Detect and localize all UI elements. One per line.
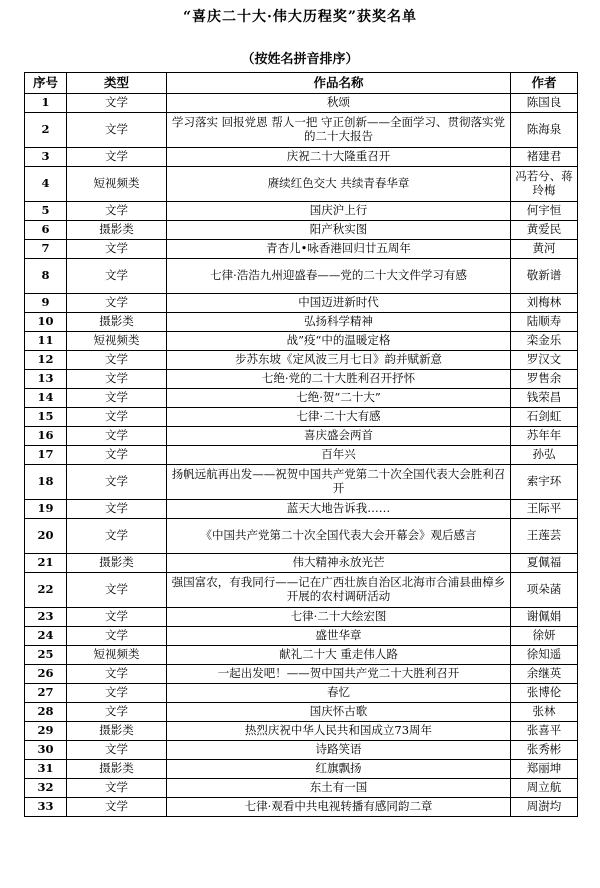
cell-author: 孙弘 [511, 446, 578, 465]
cell-type: 文学 [67, 519, 167, 554]
cell-number: 2 [25, 113, 67, 148]
table-row [25, 646, 578, 665]
cell-work-title: 战”疫“中的温暖定格 [167, 332, 511, 351]
cell-type: 文学 [67, 446, 167, 465]
cell-author: 敬新谱 [511, 259, 578, 294]
table-row [25, 573, 578, 608]
table-row [25, 798, 578, 817]
cell-number: 20 [25, 519, 67, 554]
table-row [25, 608, 578, 627]
cell-author: 徐妍 [511, 627, 578, 646]
table-row [25, 427, 578, 446]
cell-work-title: 东土有一国 [167, 779, 511, 798]
cell-number: 7 [25, 240, 67, 259]
table-row [25, 167, 578, 202]
cell-author: 冯若兮、蒋玲梅 [511, 167, 578, 202]
cell-work-title: 蓝天大地告诉我…… [167, 500, 511, 519]
table-row [25, 703, 578, 722]
cell-number: 24 [25, 627, 67, 646]
cell-number: 14 [25, 389, 67, 408]
cell-work-title: 盛世华章 [167, 627, 511, 646]
header-type: 类型 [67, 73, 167, 94]
table-row [25, 313, 578, 332]
cell-author: 陈海泉 [511, 113, 578, 148]
table-row [25, 408, 578, 427]
cell-work-title: 诗路笑语 [167, 741, 511, 760]
cell-type: 文学 [67, 113, 167, 148]
cell-number: 31 [25, 760, 67, 779]
cell-work-title: 百年兴 [167, 446, 511, 465]
cell-work-title: 红旗飘扬 [167, 760, 511, 779]
cell-work-title: 学习落实 回报党恩 帮人一把 守正创新——全面学习、贯彻落实党的二十大报告 [167, 113, 511, 148]
header-author: 作者 [511, 73, 578, 94]
cell-number: 15 [25, 408, 67, 427]
table-row [25, 113, 578, 148]
cell-number: 33 [25, 798, 67, 817]
cell-number: 6 [25, 221, 67, 240]
cell-author: 陆顺寿 [511, 313, 578, 332]
cell-number: 26 [25, 665, 67, 684]
table-row [25, 389, 578, 408]
cell-type: 文学 [67, 798, 167, 817]
cell-work-title: 热烈庆祝中华人民共和国成立73周年 [167, 722, 511, 741]
cell-author: 苏年年 [511, 427, 578, 446]
table-row [25, 465, 578, 500]
cell-type: 文学 [67, 240, 167, 259]
table-row [25, 554, 578, 573]
cell-type: 文学 [67, 259, 167, 294]
cell-work-title: 伟大精神永放光芒 [167, 554, 511, 573]
cell-author: 黄爱民 [511, 221, 578, 240]
cell-type: 文学 [67, 684, 167, 703]
table-row [25, 500, 578, 519]
cell-number: 28 [25, 703, 67, 722]
table-row [25, 684, 578, 703]
cell-work-title: 庆祝二十大隆重召开 [167, 148, 511, 167]
cell-type: 文学 [67, 370, 167, 389]
cell-type: 摄影类 [67, 313, 167, 332]
cell-type: 短视频类 [67, 646, 167, 665]
cell-number: 9 [25, 294, 67, 313]
cell-author: 褚建君 [511, 148, 578, 167]
cell-work-title: 春忆 [167, 684, 511, 703]
cell-number: 11 [25, 332, 67, 351]
cell-author: 张林 [511, 703, 578, 722]
cell-work-title: 七绝·党的二十大胜利召开抒怀 [167, 370, 511, 389]
cell-type: 文学 [67, 741, 167, 760]
cell-author: 黄河 [511, 240, 578, 259]
cell-type: 文学 [67, 573, 167, 608]
cell-author: 罗售余 [511, 370, 578, 389]
cell-number: 22 [25, 573, 67, 608]
table-row [25, 665, 578, 684]
cell-work-title: 七律·二十大绘宏图 [167, 608, 511, 627]
table-row [25, 94, 578, 113]
document-subtitle: （按姓名拼音排序） [241, 52, 359, 67]
cell-number: 1 [25, 94, 67, 113]
cell-work-title: 七律·浩浩九州迎盛春——党的二十大文件学习有感 [167, 259, 511, 294]
cell-number: 4 [25, 167, 67, 202]
cell-type: 文学 [67, 627, 167, 646]
header-number: 序号 [25, 73, 67, 94]
cell-type: 文学 [67, 294, 167, 313]
cell-author: 郑丽坤 [511, 760, 578, 779]
cell-work-title: 扬帆远航再出发——祝贺中国共产党第二十次全国代表大会胜利召开 [167, 465, 511, 500]
award-table [24, 72, 578, 817]
cell-work-title: 弘扬科学精神 [167, 313, 511, 332]
table-row [25, 202, 578, 221]
table-body [25, 94, 578, 817]
cell-author: 徐知遥 [511, 646, 578, 665]
table-row [25, 779, 578, 798]
cell-author: 张秀彬 [511, 741, 578, 760]
table-row [25, 519, 578, 554]
cell-author: 周澍均 [511, 798, 578, 817]
table-row [25, 741, 578, 760]
cell-number: 5 [25, 202, 67, 221]
cell-author: 钱荣昌 [511, 389, 578, 408]
header-work-title: 作品名称 [167, 73, 511, 94]
cell-work-title: 赓续红色交大 共续青春华章 [167, 167, 511, 202]
cell-work-title: 青杏儿•咏香港回归廿五周年 [167, 240, 511, 259]
table-row [25, 259, 578, 294]
cell-type: 摄影类 [67, 554, 167, 573]
cell-work-title: 喜庆盛会两首 [167, 427, 511, 446]
cell-author: 王际平 [511, 500, 578, 519]
cell-type: 文学 [67, 94, 167, 113]
cell-author: 项朵菡 [511, 573, 578, 608]
cell-author: 张博伦 [511, 684, 578, 703]
table-row [25, 240, 578, 259]
cell-number: 13 [25, 370, 67, 389]
cell-number: 18 [25, 465, 67, 500]
cell-work-title: 一起出发吧！——贺中国共产党二十大胜利召开 [167, 665, 511, 684]
cell-number: 17 [25, 446, 67, 465]
cell-author: 栾金乐 [511, 332, 578, 351]
cell-type: 文学 [67, 465, 167, 500]
cell-number: 3 [25, 148, 67, 167]
cell-work-title: 强国富农，有我同行——记在广西壮族自治区北海市合浦县曲樟乡开展的农村调研活动 [167, 573, 511, 608]
cell-work-title: 中国迈进新时代 [167, 294, 511, 313]
cell-type: 文学 [67, 500, 167, 519]
cell-number: 23 [25, 608, 67, 627]
cell-number: 29 [25, 722, 67, 741]
cell-number: 32 [25, 779, 67, 798]
cell-author: 何宇恒 [511, 202, 578, 221]
cell-work-title: 秋颂 [167, 94, 511, 113]
cell-author: 石剑虹 [511, 408, 578, 427]
cell-author: 余继英 [511, 665, 578, 684]
cell-type: 文学 [67, 779, 167, 798]
cell-author: 张喜平 [511, 722, 578, 741]
cell-type: 文学 [67, 202, 167, 221]
cell-number: 12 [25, 351, 67, 370]
cell-work-title: 阳产秋实图 [167, 221, 511, 240]
cell-number: 19 [25, 500, 67, 519]
cell-type: 文学 [67, 703, 167, 722]
cell-type: 文学 [67, 427, 167, 446]
table-row [25, 722, 578, 741]
table-row [25, 760, 578, 779]
cell-author: 陈国良 [511, 94, 578, 113]
table-row [25, 294, 578, 313]
cell-type: 文学 [67, 389, 167, 408]
table-row [25, 370, 578, 389]
table-row [25, 351, 578, 370]
cell-author: 周立航 [511, 779, 578, 798]
cell-type: 文学 [67, 408, 167, 427]
cell-author: 王莲芸 [511, 519, 578, 554]
cell-work-title: 七律·观看中共电视转播有感同韵二章 [167, 798, 511, 817]
cell-author: 索宇环 [511, 465, 578, 500]
cell-work-title: 国庆沪上行 [167, 202, 511, 221]
table-row [25, 221, 578, 240]
cell-type: 摄影类 [67, 760, 167, 779]
cell-author: 罗汉文 [511, 351, 578, 370]
cell-number: 10 [25, 313, 67, 332]
cell-number: 21 [25, 554, 67, 573]
cell-type: 文学 [67, 148, 167, 167]
cell-work-title: 步苏东坡《定风波三月七日》韵并赋新意 [167, 351, 511, 370]
cell-number: 30 [25, 741, 67, 760]
cell-type: 短视频类 [67, 167, 167, 202]
cell-work-title: 《中国共产党第二十次全国代表大会开幕会》观后感言 [167, 519, 511, 554]
cell-number: 27 [25, 684, 67, 703]
cell-author: 夏佩福 [511, 554, 578, 573]
cell-type: 文学 [67, 351, 167, 370]
cell-number: 25 [25, 646, 67, 665]
document-title: “喜庆二十大·伟大历程奖”获奖名单 [183, 9, 417, 25]
cell-number: 16 [25, 427, 67, 446]
table-row [25, 446, 578, 465]
cell-work-title: 献礼二十大 重走伟人路 [167, 646, 511, 665]
table-row [25, 148, 578, 167]
cell-type: 文学 [67, 665, 167, 684]
table-row [25, 627, 578, 646]
cell-type: 摄影类 [67, 722, 167, 741]
cell-number: 8 [25, 259, 67, 294]
cell-type: 短视频类 [67, 332, 167, 351]
cell-work-title: 七绝·贺“二十大” [167, 389, 511, 408]
cell-work-title: 七律·二十大有感 [167, 408, 511, 427]
cell-type: 文学 [67, 608, 167, 627]
cell-type: 摄影类 [67, 221, 167, 240]
table-row [25, 332, 578, 351]
table-header-row [25, 73, 578, 94]
cell-author: 谢佩娟 [511, 608, 578, 627]
cell-author: 刘梅林 [511, 294, 578, 313]
cell-work-title: 国庆怀古歌 [167, 703, 511, 722]
